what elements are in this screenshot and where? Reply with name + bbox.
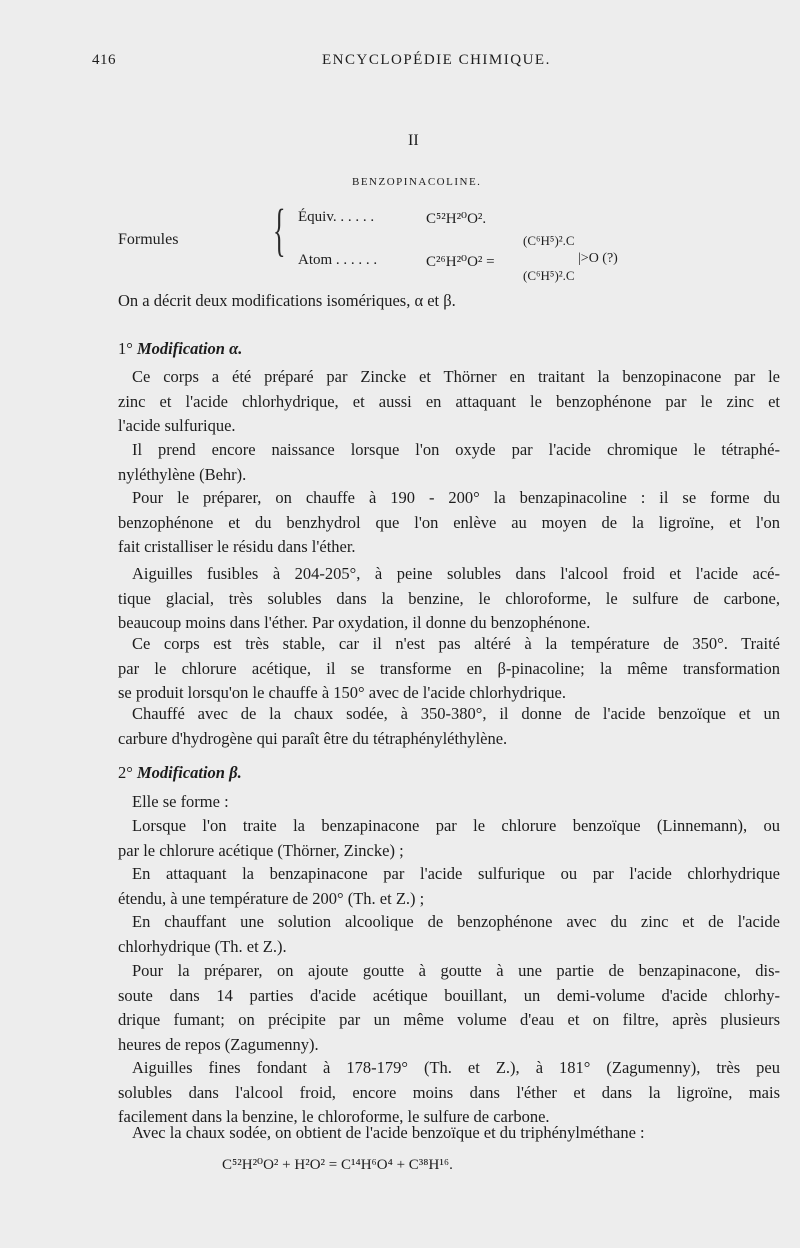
intro-paragraph — [118, 289, 780, 314]
atom-formula: C²⁶H²⁰O² = — [426, 254, 495, 270]
equiv-formula: C⁵²H²⁰O². — [426, 211, 487, 227]
text-line: tique glacial, très solubles dans la benzine, le chloroforme, le sulfure de carbone, — [118, 588, 780, 608]
text-line: par le chlorure acétique (Thörner, Zincke) ; — [118, 840, 404, 860]
paragraph — [118, 632, 780, 706]
page-number: 416 — [92, 52, 116, 68]
paragraph — [118, 790, 780, 815]
paragraph — [118, 1056, 780, 1130]
paragraph — [118, 1121, 780, 1146]
text-line: Lorsque l'on traite la benzapinacone par le chlorure benzoïque (Linnemann), ou — [132, 816, 780, 835]
text-line: Avec la chaux sodée, on obtient de l'acide benzoïque et du triphénylméthane : — [132, 1123, 645, 1142]
paragraph — [118, 562, 780, 636]
text-line: soute dans 14 parties d'acide acétique bouillant, un demi-volume d'acide chlorhy- — [118, 985, 780, 1005]
mod-beta-number: 2° — [118, 763, 133, 782]
text-line: Ce corps est très stable, car il n'est pas altéré à la température de 350°. Traité — [132, 634, 780, 653]
mod-alpha-number: 1° — [118, 339, 133, 358]
text-line: nyléthylène (Behr). — [118, 464, 247, 484]
paragraph — [118, 959, 780, 1057]
text-line: chlorhydrique (Th. et Z.). — [118, 936, 287, 956]
text-line: Il prend encore naissance lorsque l'on oxyde par l'acide chromique le tétraphé- — [132, 440, 780, 459]
text-line: benzophénone et du benzhydrol que l'on enlève au moyen de la ligroïne, et l'on — [118, 512, 780, 532]
text-line: fait cristalliser le résidu dans l'éther. — [118, 537, 356, 556]
structure-middle: |>O (?) — [578, 251, 618, 266]
paragraph — [118, 862, 780, 911]
paragraph — [118, 365, 780, 439]
text-line: carbure d'hydrogène qui paraît être du tétraphényléthylène. — [118, 728, 508, 748]
text-line: Elle se forme : — [132, 792, 229, 811]
text-line: facilement dans la benzine, le chloroforme, le sulfure de carbone. — [118, 1107, 550, 1126]
chemical-equation: C⁵²H²⁰O² + H²O² = C¹⁴H⁶O⁴ + C³⁸H¹⁶. — [222, 1157, 453, 1173]
text-line: En attaquant la benzapinacone par l'acide sulfurique ou par l'acide chlorhydrique — [132, 864, 780, 883]
formulas-label: Formules — [118, 231, 179, 248]
text-line: En chauffant une solution alcoolique de benzophénone avec du zinc et de l'acide — [132, 912, 780, 931]
text-line: drique fumant; on précipite par un même volume d'eau et on filtre, après plusieurs — [118, 1010, 780, 1029]
paragraph — [118, 702, 780, 751]
structure-bottom: (C⁶H⁵)².C — [523, 268, 575, 283]
mod-beta-heading — [118, 763, 242, 783]
text-line: Pour la préparer, on ajoute goutte à goutte à une partie de benzapinacone, dis- — [132, 961, 780, 980]
paragraph — [118, 814, 780, 863]
text-line: zinc et l'acide chlorhydrique, et aussi en attaquant le benzophénone par le zinc et — [118, 391, 780, 411]
text-line: l'acide sulfurique. — [118, 416, 236, 435]
text-line: étendu, à une température de 200° (Th. et Z.) ; — [118, 888, 425, 908]
text-line: Pour le préparer, on chauffe à 190 - 200° la benzapinacoline : il se forme du — [132, 488, 780, 507]
paragraph — [118, 438, 780, 487]
text-line: Aiguilles fusibles à 204-205°, à peine solubles dans l'alcool froid et l'acide acé- — [132, 564, 780, 583]
running-title: ENCYCLOPÉDIE CHIMIQUE. — [322, 52, 551, 68]
text-line: beaucoup moins dans l'éther. Par oxydation, il donne du benzophénone. — [118, 613, 591, 632]
atom-label: Atom . . . . . . — [298, 252, 378, 268]
text-line: se produit lorsqu'on le chauffe à 150° avec de l'acide chlorhydrique. — [118, 683, 566, 702]
equiv-label: Équiv. . . . . . — [298, 209, 375, 225]
paragraph — [118, 486, 780, 560]
structure-top: (C⁶H⁵)².C — [523, 233, 575, 248]
section-title: BENZOPINACOLINE. — [352, 176, 482, 188]
mod-beta-title: Modification β. — [136, 763, 242, 782]
mod-alpha-title: Modification α. — [136, 339, 243, 358]
text-line: Aiguilles fines fondant à 178-179° (Th. et Z.), à 181° (Zagumenny), très peu — [132, 1058, 780, 1077]
text-line: solubles dans l'alcool froid, encore moins dans l'éther et dans la ligroïne, mais — [118, 1082, 780, 1102]
text-line: Ce corps a été préparé par Zincke et Thörner en traitant la benzopinacone par le — [132, 367, 780, 386]
text-line: heures de repos (Zagumenny). — [118, 1034, 319, 1054]
text-line: On a décrit deux modifications isomériques, α et β. — [118, 291, 456, 310]
paragraph — [118, 910, 780, 959]
text-line: Chauffé avec de la chaux sodée, à 350-380°, il donne de l'acide benzoïque et un — [132, 704, 780, 723]
formula-brace: { — [273, 197, 286, 262]
section-number: II — [408, 132, 419, 149]
text-line: par le chlorure acétique, il se transforme en β-pinacoline; la même transformation — [118, 658, 780, 678]
mod-alpha-heading — [118, 339, 242, 359]
